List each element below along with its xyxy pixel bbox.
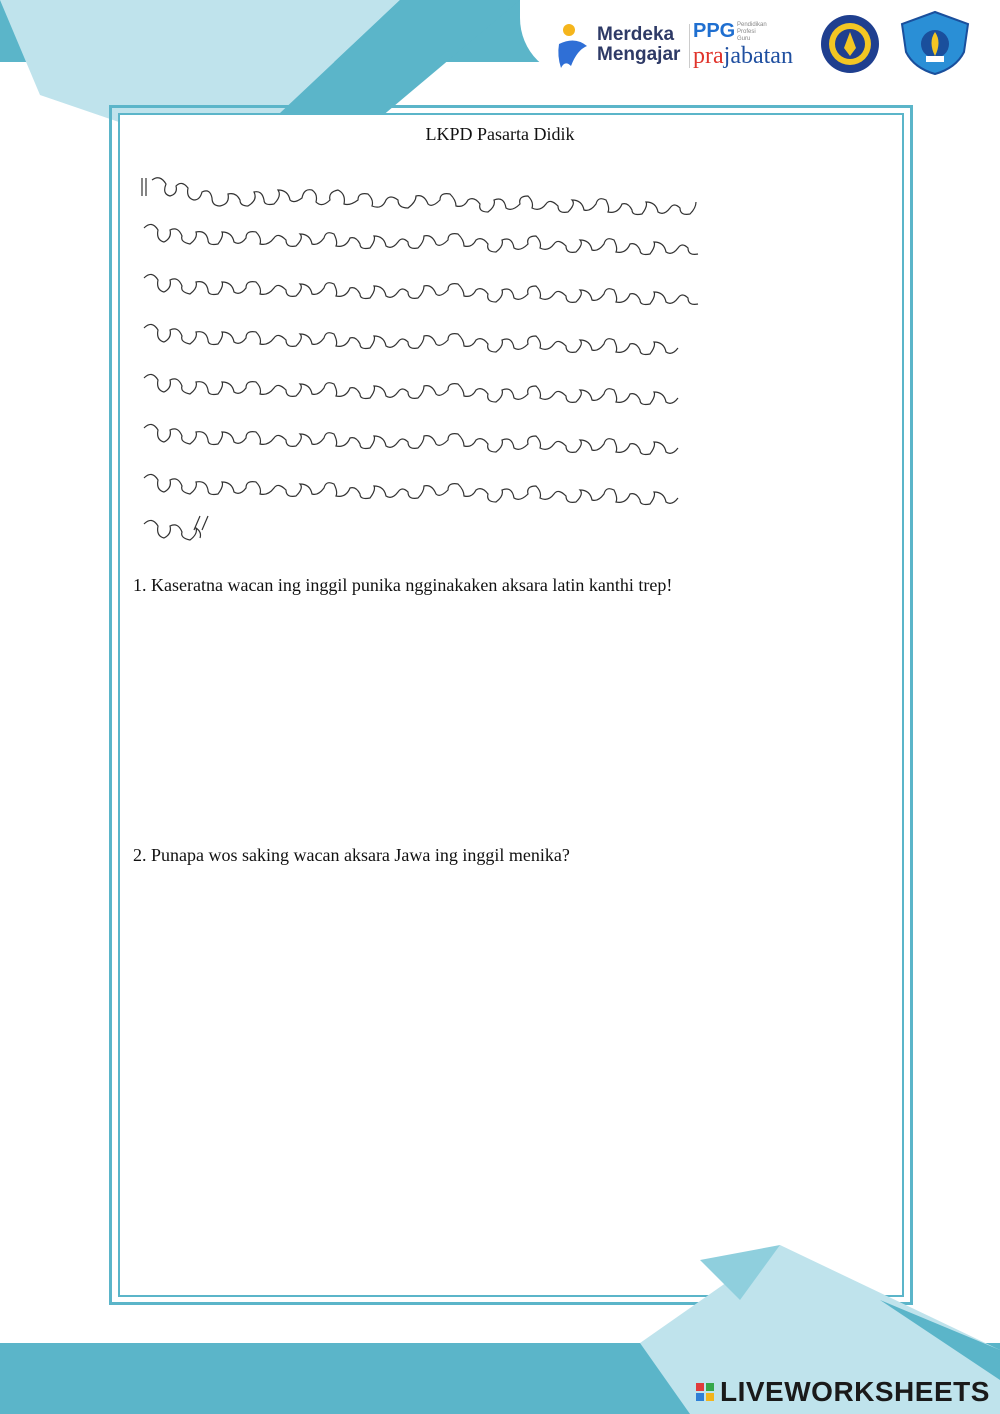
merdeka-mengajar-wordmark bbox=[597, 25, 680, 65]
merdeka-mengajar-logo-icon bbox=[555, 22, 591, 72]
tut-wuri-handayani-icon bbox=[898, 10, 972, 76]
logo-divider bbox=[689, 24, 690, 68]
question-2: 2. Punapa wos saking wacan aksara Jawa ing inggil menika? bbox=[133, 845, 570, 865]
merdeka-text: Merdeka bbox=[597, 24, 675, 45]
praja-text: pra bbox=[693, 43, 724, 69]
javanese-script-text bbox=[140, 170, 880, 550]
liveworksheets-text: LIVEWORKSHEETS bbox=[720, 1376, 990, 1407]
mengajar-text: Mengajar bbox=[597, 44, 681, 65]
liveworksheets-logo-icon bbox=[696, 1383, 714, 1401]
ppg-text: PPG bbox=[693, 20, 736, 42]
ppg-subtitle: Pendidikan Profesi Guru bbox=[737, 22, 767, 42]
uny-seal-icon bbox=[820, 14, 880, 74]
prajabatan-wordmark bbox=[693, 43, 793, 70]
page-title: LKPD Pasarta Didik bbox=[425, 124, 575, 144]
liveworksheets-logo bbox=[696, 1376, 990, 1408]
question-1: 1. Kaseratna wacan ing inggil punika ngginakaken aksara latin kanthi trep! bbox=[133, 575, 673, 595]
jabatan-text: jabatan bbox=[723, 43, 793, 69]
